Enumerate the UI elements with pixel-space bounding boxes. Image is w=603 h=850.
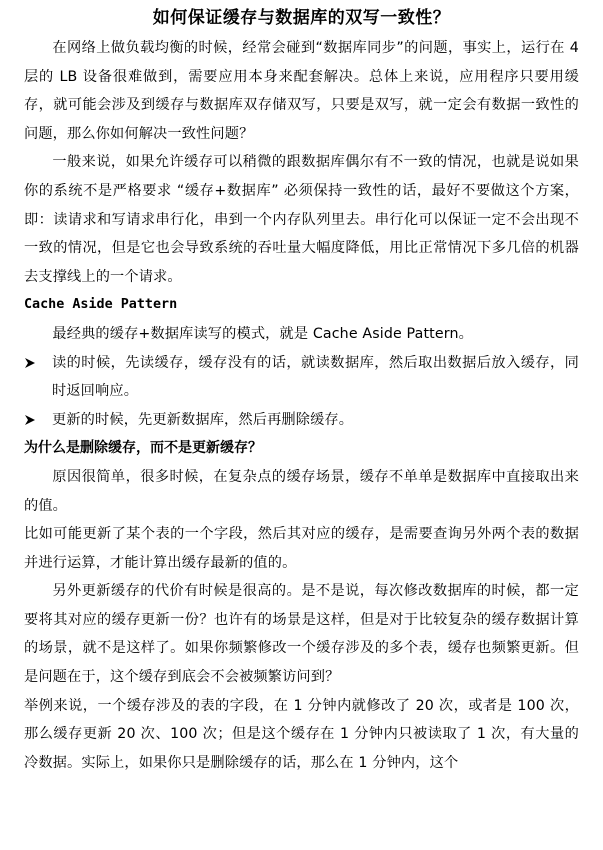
why-paragraph-2: 比如可能更新了某个表的一个字段，然后其对应的缓存，是需要查询另外两个表的数据并进行运算，才能计算出缓存最新的值的。 xyxy=(24,526,579,571)
intro-paragraph-2: 一般来说，如果允许缓存可以稍微的跟数据库偶尔有不一致的情况，也就是说如果你的系统不是严格要求 “缓存+数据库” 必须保持一致性的话，最好不要做这个方案，即：读请求和写请求串行化，串到一个内存队列里去。串行化可以保证一定不会出现不一致的情况，但是它也会导致系统的吞吐量大幅度降低，用比正常情况下多几倍的机器去支撑线上的一个请求。 xyxy=(24,154,579,285)
document-title: 如何保证缓存与数据库的双写一致性？ xyxy=(152,8,451,28)
section-heading-cache-aside: Cache Aside Pattern xyxy=(24,297,178,313)
why-paragraph-1: 原因很简单，很多时候，在复杂点的缓存场景，缓存不单单是数据库中直接取出来的值。 xyxy=(24,468,579,514)
section-heading-why-delete: 为什么是删除缓存，而不是更新缓存？ xyxy=(24,440,262,457)
intro-paragraph-1: 在网络上做负载均衡的时候，经常会碰到“数据库同步”的问题，事实上，运行在 4层的 LB 设备很难做到，需要应用本身来配套解决。总体上来说，应用程序只要用缓存，就可能会涉及到缓存与数据库双存储双写，只要是双写，就一定会有数据一致性的问题，那么你如何解决一致性问题？ xyxy=(24,40,579,142)
list-item xyxy=(24,349,579,406)
bullet-read-text: 读的时候，先读缓存，缓存没有的话，就读数据库，然后取出数据后放入缓存，同时返回响应。 xyxy=(52,354,579,400)
why-paragraph-4: 举例来说，一个缓存涉及的表的字段，在 1 分钟内就修改了 20 次，或者是 100 次，那么缓存更新 20 次、100 次；但是这个缓存在 1 分钟内只被读取了 1 次，有大量的冷数据。实际上，如果你只是删除缓存的话，那么在 1 分钟内，这个 xyxy=(24,697,579,771)
bullet-update-text: 更新的时候，先更新数据库，然后再删除缓存。 xyxy=(52,411,354,428)
list-item xyxy=(24,406,579,435)
cache-aside-intro: 最经典的缓存+数据库读写的模式，就是 Cache Aside Pattern。 xyxy=(52,325,473,342)
arrow-bullet-icon xyxy=(24,349,52,378)
arrow-bullet-icon xyxy=(24,406,52,435)
why-paragraph-3: 另外更新缓存的代价有时候是很高的。是不是说，每次修改数据库的时候，都一定要将其对应的缓存更新一份？也许有的场景是这样，但是对于比较复杂的缓存数据计算的场景，就不是这样了。如果你频繁修改一个缓存涉及的多个表，缓存也频繁更新。但是问题在于，这个缓存到底会不会被频繁访问到？ xyxy=(24,583,579,686)
